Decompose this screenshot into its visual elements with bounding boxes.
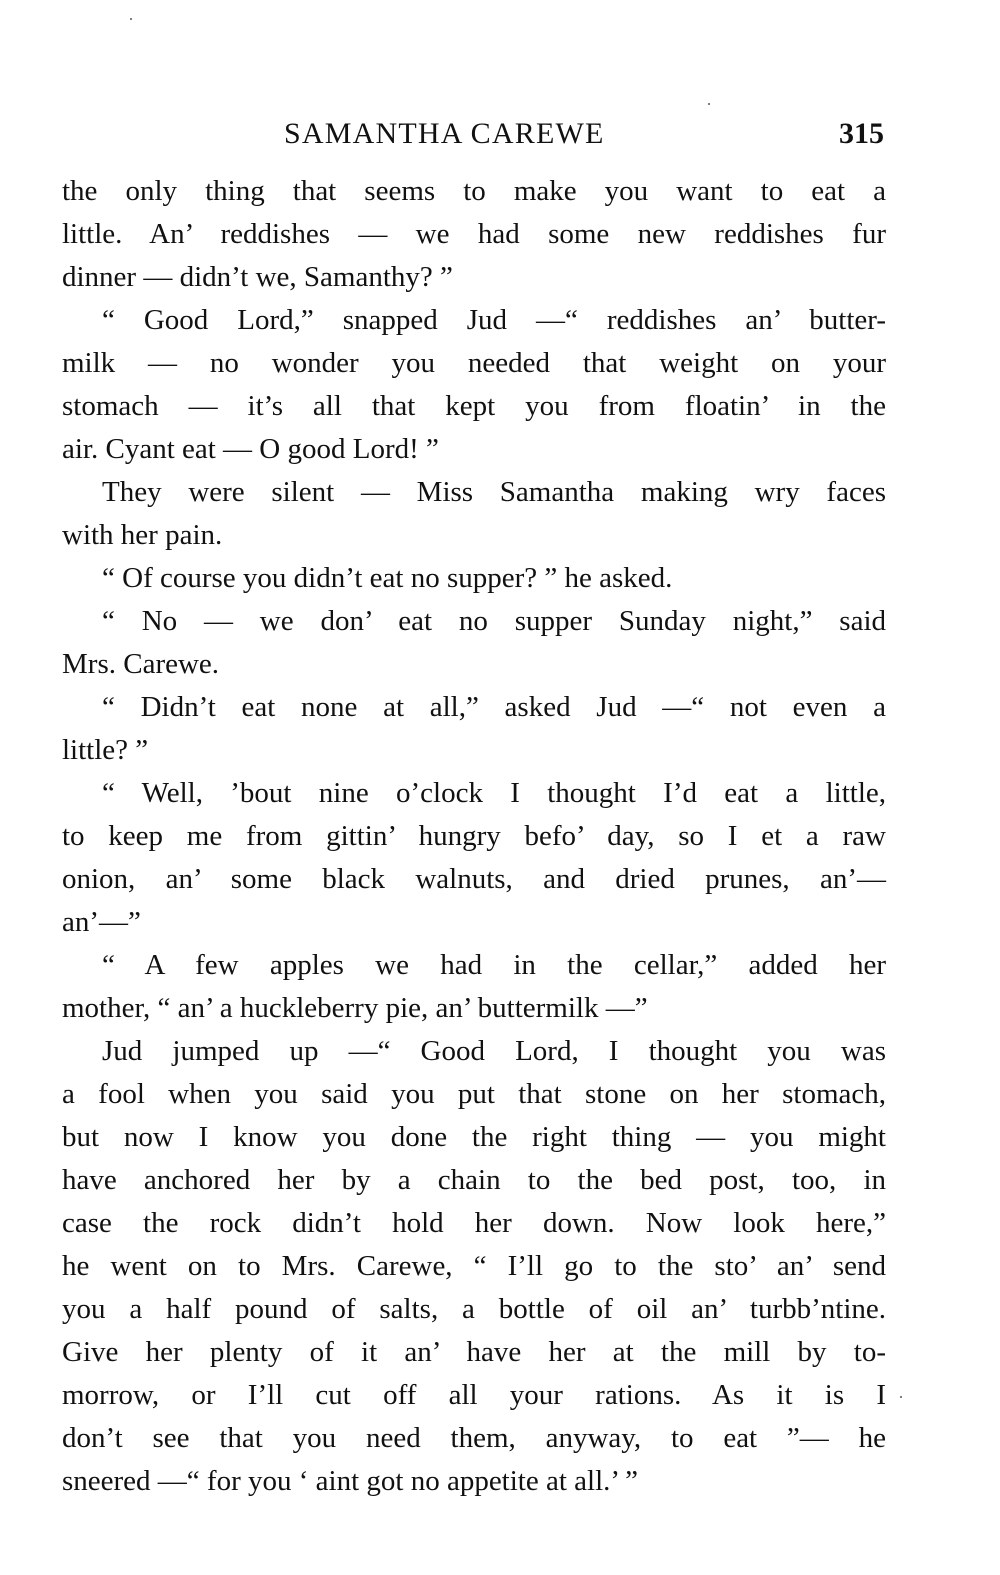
text-line: but now I know you done the right thing — you might [62, 1121, 886, 1153]
text-line: the only thing that seems to make you want to eat a [62, 175, 886, 207]
text-line: with her pain. [62, 519, 223, 551]
text-line: don’t see that you need them, anyway, to eat ”— he [62, 1422, 886, 1454]
text-line: mother, “ an’ a huckleberry pie, an’ buttermilk —” [62, 992, 648, 1024]
page-number: 315 [839, 117, 884, 150]
text-line: little? ” [62, 734, 149, 766]
text-line: They were silent — Miss Samantha making wry faces [102, 476, 886, 508]
print-speck [708, 103, 710, 105]
text-line: “ A few apples we had in the cellar,” added her [102, 949, 886, 981]
text-line: “ Well, ’bout nine o’clock I thought I’d eat a little, [102, 777, 886, 809]
text-line: he went on to Mrs. Carewe, “ I’ll go to the sto’ an’ send [62, 1250, 886, 1282]
text-line: have anchored her by a chain to the bed post, too, in [62, 1164, 886, 1196]
text-line: “ No — we don’ eat no supper Sunday night,” said [102, 605, 886, 637]
text-line: to keep me from gittin’ hungry befo’ day, so I et a raw [62, 820, 886, 852]
print-speck [900, 1396, 902, 1398]
text-line: a fool when you said you put that stone on her stomach, [62, 1078, 886, 1110]
text-line: Give her plenty of it an’ have her at the mill by to- [62, 1336, 886, 1368]
text-line: you a half pound of salts, a bottle of oil an’ turbb’ntine. [62, 1293, 886, 1325]
text-line: morrow, or I’ll cut off all your rations. As it is I [62, 1379, 886, 1411]
text-line: “ Of course you didn’t eat no supper? ” he asked. [102, 562, 673, 594]
text-line: onion, an’ some black walnuts, and dried prunes, an’— [62, 863, 886, 895]
text-line: dinner — didn’t we, Samanthy? ” [62, 261, 453, 293]
text-line: stomach — it’s all that kept you from floatin’ in the [62, 390, 886, 422]
running-title: SAMANTHA CAREWE [284, 117, 605, 150]
text-line: little. An’ reddishes — we had some new reddishes fur [62, 218, 886, 250]
book-page [62, 112, 886, 1503]
body-text [62, 170, 886, 1503]
running-head [62, 112, 886, 156]
text-line: “ Good Lord,” snapped Jud —“ reddishes an’ butter- [102, 304, 886, 336]
text-line: air. Cyant eat — O good Lord! ” [62, 433, 439, 465]
text-line: an’—” [62, 906, 141, 938]
text-line: case the rock didn’t hold her down. Now look here,” [62, 1207, 886, 1239]
text-line: sneered —“ for you ‘ aint got no appetite at all.’ ” [62, 1465, 639, 1497]
text-line: “ Didn’t eat none at all,” asked Jud —“ not even a [102, 691, 886, 723]
print-speck [130, 18, 132, 20]
text-line: milk — no wonder you needed that weight on your [62, 347, 886, 379]
text-line: Mrs. Carewe. [62, 648, 220, 680]
text-line: Jud jumped up —“ Good Lord, I thought you was [102, 1035, 886, 1067]
